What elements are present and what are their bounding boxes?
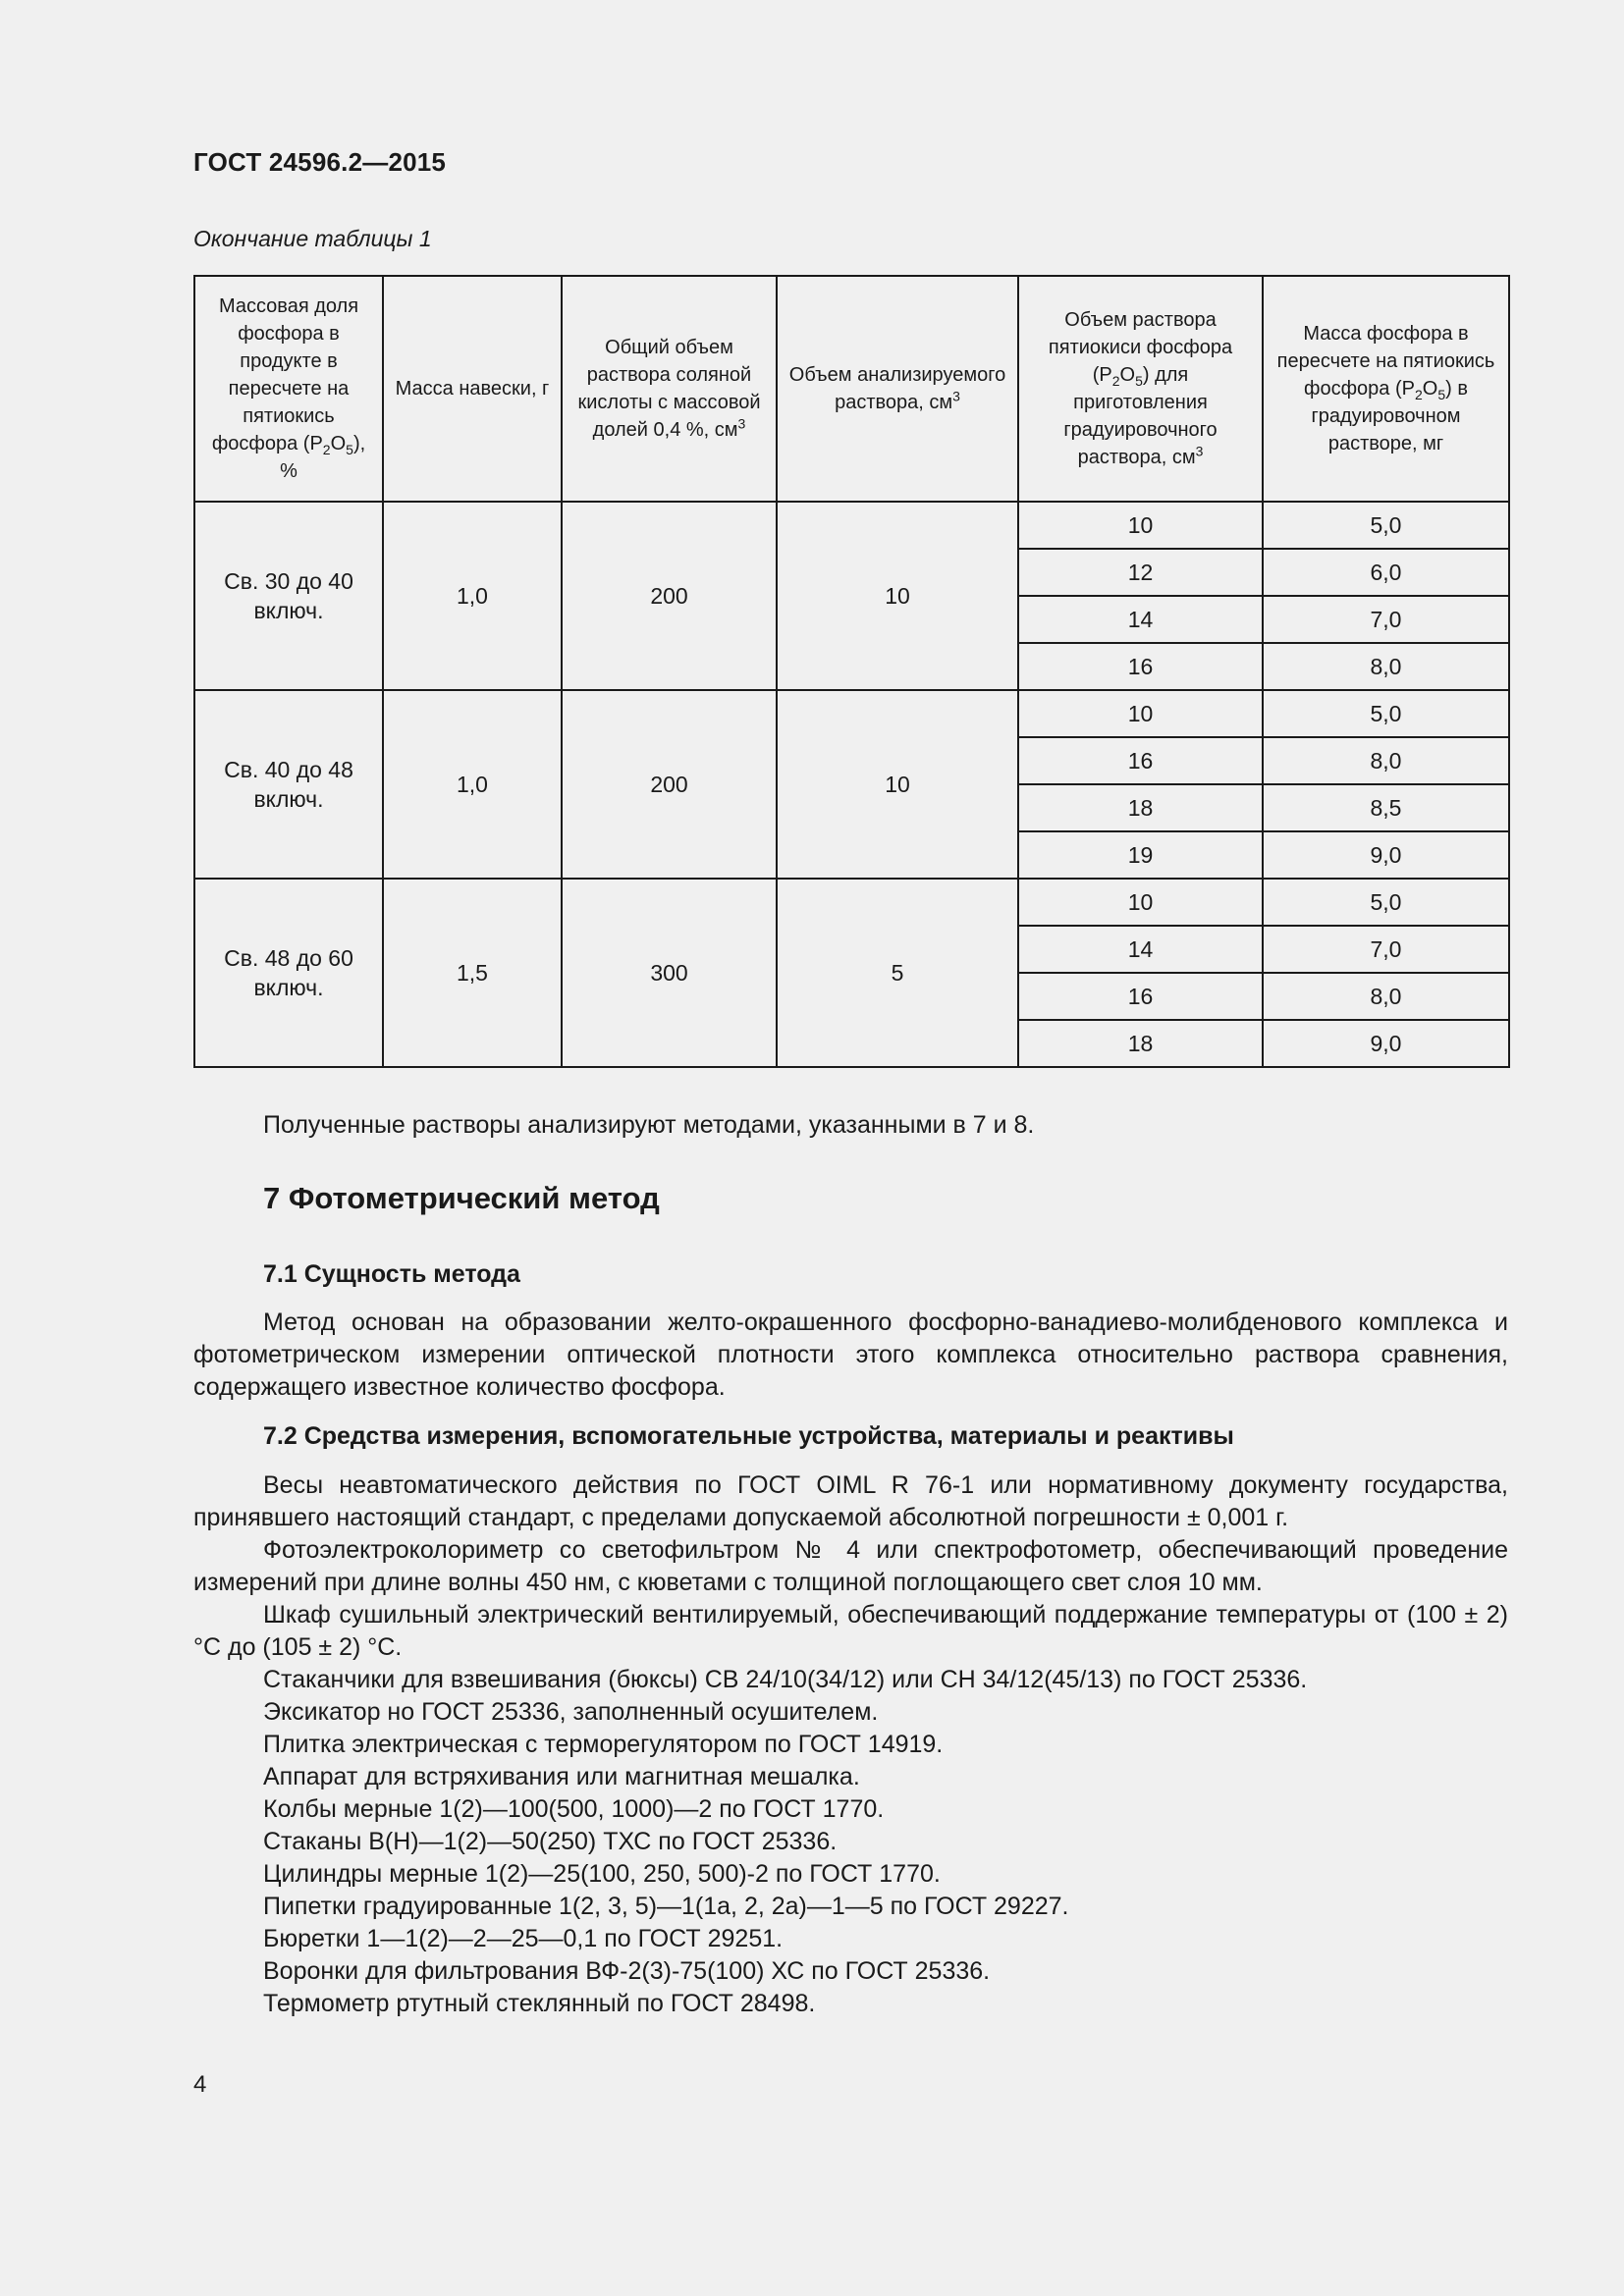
header-phosphorus-mass <box>1263 276 1509 502</box>
header-total-volume <box>562 276 777 502</box>
header-tail: ) в градуировочном растворе, мг <box>1311 378 1468 454</box>
list-item: Бюретки 1—1(2)—2—25—0,1 по ГОСТ 29251. <box>263 1925 784 1952</box>
list-item: Плитка электрическая с терморегулятором по ГОСТ 14919. <box>263 1731 944 1758</box>
header-mass-fraction <box>194 276 383 502</box>
header-analyzed-volume <box>777 276 1018 502</box>
table-header-row <box>194 276 1509 502</box>
cell-solution-volume: 18 <box>1018 784 1263 831</box>
cell-total-volume: 200 <box>562 502 777 690</box>
list-item: Цилиндры мерные 1(2)—25(100, 250, 500)-2 по ГОСТ 1770. <box>263 1860 941 1888</box>
cell-phosphorus-mass: 7,0 <box>1263 596 1509 643</box>
header-analyzed-volume-text: Объем анализируемого раствора, см <box>788 364 1006 413</box>
cell-phosphorus-mass: 8,5 <box>1263 784 1509 831</box>
header-tail: ), % <box>280 433 366 482</box>
subscript-5: 5 <box>346 442 353 457</box>
section-7-heading: 7 Фотометрический метод <box>263 1181 660 1215</box>
header-o: O <box>330 433 347 454</box>
section-7-1-heading: 7.1 Сущность метода <box>263 1260 520 1288</box>
cell-phosphorus-mass: 5,0 <box>1263 690 1509 737</box>
page-number: 4 <box>193 2071 207 2098</box>
cell-solution-volume: 10 <box>1018 502 1263 549</box>
after-table-paragraph: Полученные растворы анализируют методами, указанными в 7 и 8. <box>263 1111 1035 1139</box>
list-item: Стаканы В(Н)—1(2)—50(250) ТХС по ГОСТ 25336. <box>263 1828 838 1855</box>
cell-phosphorus-mass: 8,0 <box>1263 973 1509 1020</box>
cell-phosphorus-mass: 8,0 <box>1263 643 1509 690</box>
list-item: Термометр ртутный стеклянный по ГОСТ 28498. <box>263 1990 816 2017</box>
superscript-3: 3 <box>1195 443 1204 459</box>
cell-phosphorus-mass: 6,0 <box>1263 549 1509 596</box>
table-row <box>194 502 1509 549</box>
results-table <box>193 275 1510 1068</box>
cell-mass: 1,5 <box>383 879 562 1067</box>
list-item: Эксикатор но ГОСТ 25336, заполненный осушителем. <box>263 1698 879 1726</box>
list-item: Пипетки градуированные 1(2, 3, 5)—1(1а, 2, 2а)—1—5 по ГОСТ 29227. <box>263 1893 1069 1920</box>
cell-total-volume: 300 <box>562 879 777 1067</box>
cell-phosphorus-mass: 5,0 <box>1263 502 1509 549</box>
header-sample-mass: Масса навески, г <box>383 276 562 502</box>
cell-total-volume: 200 <box>562 690 777 879</box>
list-item: Колбы мерные 1(2)—100(500, 1000)—2 по ГОСТ 1770. <box>263 1795 885 1823</box>
equipment-list <box>193 1469 1508 2020</box>
list-item: Фотоэлектроколориметр со светофильтром № 4 или спектрофотометр, обеспечивающий проведение измерений при длине волны 450 нм, с кюветами с толщиной поглощающего свет слоя 10 мм. <box>193 1536 1508 1596</box>
document-id: ГОСТ 24596.2—2015 <box>193 147 447 177</box>
cell-solution-volume: 19 <box>1018 831 1263 879</box>
section-7-2-heading: 7.2 Средства измерения, вспомогательные устройства, материалы и реактивы <box>263 1422 1234 1450</box>
superscript-3: 3 <box>737 415 746 432</box>
cell-solution-volume: 18 <box>1018 1020 1263 1067</box>
table-row <box>194 690 1509 737</box>
header-o: O <box>1119 364 1136 386</box>
subscript-5: 5 <box>1135 373 1143 389</box>
list-item: Воронки для фильтрования ВФ-2(3)-75(100) ХС по ГОСТ 25336. <box>263 1957 991 1985</box>
section-7-1-paragraph: Метод основан на образовании желто-окрашенного фосфорно-ванадиево-молибденового комплекса и фотометрическом измерении оптической плотности этого комплекса относительно раствора сравнения, содержащего известное количество фосфора. <box>193 1308 1508 1401</box>
cell-phosphorus-mass: 5,0 <box>1263 879 1509 926</box>
cell-solution-volume: 16 <box>1018 737 1263 784</box>
header-tail: ) для приготовления градуировочного раствора, см <box>1063 364 1218 468</box>
superscript-3: 3 <box>952 388 960 404</box>
cell-range: Св. 48 до 60 включ. <box>194 879 383 1067</box>
subscript-2: 2 <box>1414 387 1423 402</box>
header-phosphorus-mass-text: Масса фосфора в пересчете на пятиокись фосфора (P <box>1276 323 1495 400</box>
cell-analyzed-volume: 10 <box>777 502 1018 690</box>
cell-mass: 1,0 <box>383 690 562 879</box>
subscript-5: 5 <box>1437 387 1446 402</box>
header-mass-fraction-text: Массовая доля фосфора в продукте в пересчете на пятиокись фосфора (P <box>211 295 359 454</box>
cell-solution-volume: 10 <box>1018 690 1263 737</box>
cell-solution-volume: 16 <box>1018 643 1263 690</box>
cell-analyzed-volume: 5 <box>777 879 1018 1067</box>
cell-analyzed-volume: 10 <box>777 690 1018 879</box>
header-solution-volume-text: Объем раствора пятиокиси фосфора (P <box>1048 309 1233 386</box>
cell-mass: 1,0 <box>383 502 562 690</box>
cell-phosphorus-mass: 9,0 <box>1263 831 1509 879</box>
subscript-2: 2 <box>322 442 331 457</box>
cell-phosphorus-mass: 8,0 <box>1263 737 1509 784</box>
cell-phosphorus-mass: 7,0 <box>1263 926 1509 973</box>
cell-range: Св. 30 до 40 включ. <box>194 502 383 690</box>
header-total-volume-text: Общий объем раствора соляной кислоты с массовой долей 0,4 %, см <box>577 337 761 441</box>
table-caption: Окончание таблицы 1 <box>193 226 432 251</box>
header-solution-volume <box>1018 276 1263 502</box>
list-item: Аппарат для встряхивания или магнитная мешалка. <box>263 1763 860 1790</box>
list-item: Шкаф сушильный электрический вентилируемый, обеспечивающий поддержание температуры от (100 ± 2) °С до (105 ± 2) °С. <box>193 1601 1508 1661</box>
cell-solution-volume: 10 <box>1018 879 1263 926</box>
cell-phosphorus-mass: 9,0 <box>1263 1020 1509 1067</box>
cell-solution-volume: 14 <box>1018 596 1263 643</box>
cell-solution-volume: 14 <box>1018 926 1263 973</box>
cell-solution-volume: 12 <box>1018 549 1263 596</box>
subscript-2: 2 <box>1111 373 1120 389</box>
cell-range: Св. 40 до 48 включ. <box>194 690 383 879</box>
list-item: Весы неавтоматического действия по ГОСТ OIML R 76-1 или нормативному документу государства, принявшего настоящий стандарт, с пределами допускаемой абсолютной погрешности ± 0,001 г. <box>193 1471 1508 1531</box>
list-item: Стаканчики для взвешивания (бюксы) СВ 24/10(34/12) или СН 34/12(45/13) по ГОСТ 25336. <box>263 1666 1308 1693</box>
cell-solution-volume: 16 <box>1018 973 1263 1020</box>
header-o: O <box>1422 378 1438 400</box>
table-row <box>194 879 1509 926</box>
